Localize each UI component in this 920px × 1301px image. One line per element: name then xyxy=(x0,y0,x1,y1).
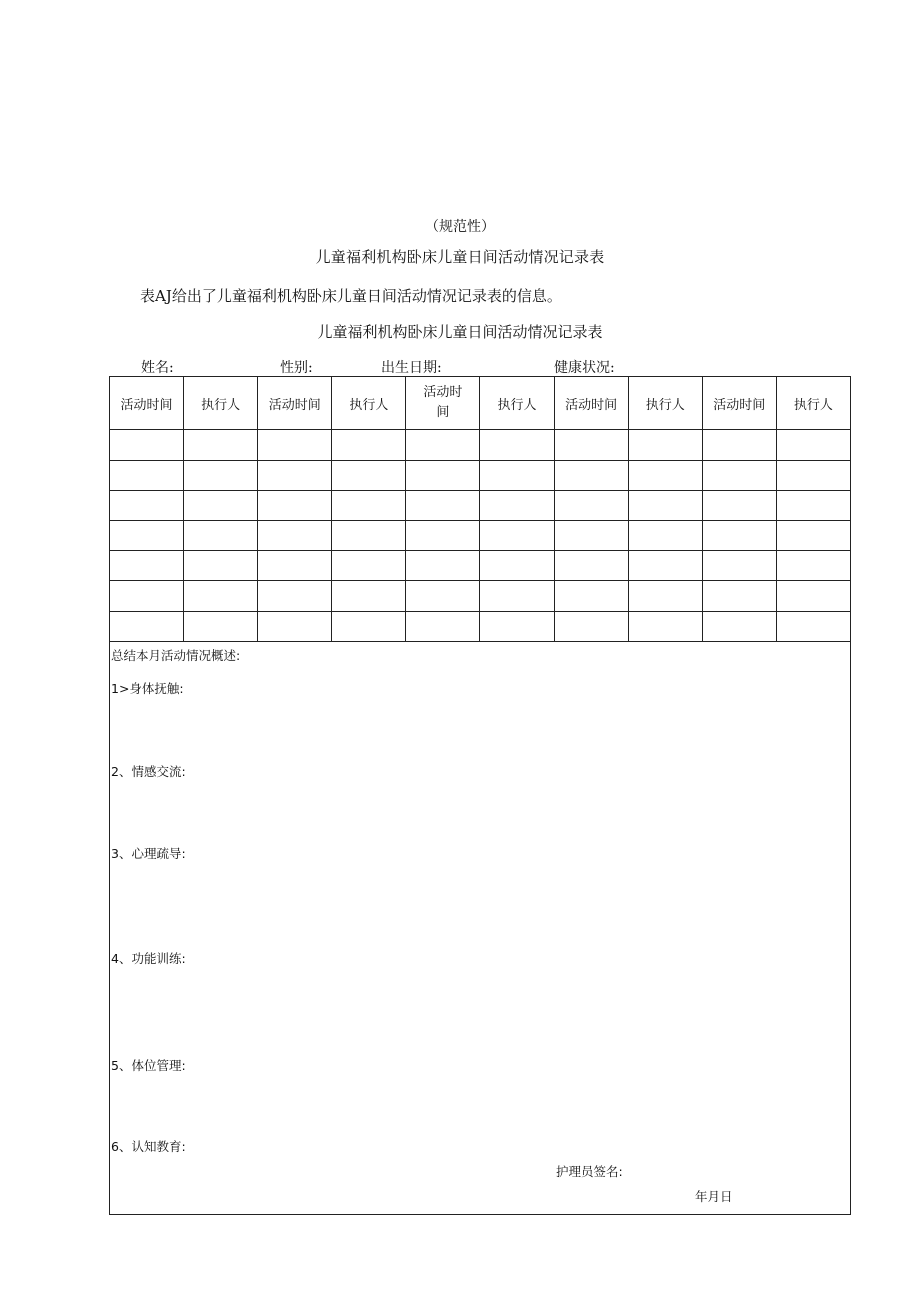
table-cell xyxy=(776,551,850,581)
table-cell xyxy=(332,611,406,641)
table-cell xyxy=(332,551,406,581)
table-cell xyxy=(406,551,480,581)
table-cell xyxy=(776,430,850,460)
monthly-summary-section xyxy=(109,641,851,1215)
table-cell xyxy=(184,490,258,520)
header-cell-activity-time: 活动时间 xyxy=(110,377,184,430)
header-cell-activity-time: 活动时间 xyxy=(702,377,776,430)
table-cell xyxy=(332,581,406,611)
standard-type-label: （规范性） xyxy=(425,219,495,235)
table-row xyxy=(110,490,851,520)
table-cell xyxy=(702,581,776,611)
table-cell xyxy=(110,490,184,520)
table-cell xyxy=(332,490,406,520)
table-cell xyxy=(702,551,776,581)
header-cell-executor: 执行人 xyxy=(628,377,702,430)
table-cell xyxy=(332,430,406,460)
table-cell xyxy=(258,521,332,551)
table-cell xyxy=(406,521,480,551)
name-label: 姓名: xyxy=(141,360,174,376)
summary-item-body-touch: 1>身体抚触: xyxy=(111,681,184,696)
table-title: 儿童福利机构卧床儿童日间活动情况记录表 xyxy=(317,323,603,341)
table-cell xyxy=(628,581,702,611)
table-cell xyxy=(110,521,184,551)
summary-heading: 总结本月活动情况概述: xyxy=(111,648,241,663)
header-cell-activity-time: 活动时间 xyxy=(554,377,628,430)
table-cell xyxy=(258,581,332,611)
table-cell xyxy=(406,611,480,641)
sex-label: 性别: xyxy=(280,360,313,376)
summary-item-cognitive-education: 6、认知教育: xyxy=(111,1139,186,1154)
date-label: 年月日 xyxy=(695,1189,733,1204)
table-cell xyxy=(702,430,776,460)
table-cell xyxy=(554,581,628,611)
table-cell xyxy=(776,611,850,641)
health-status-label: 健康状况: xyxy=(554,360,615,376)
table-cell xyxy=(776,521,850,551)
header-cell-executor: 执行人 xyxy=(480,377,554,430)
table-cell xyxy=(480,430,554,460)
table-cell xyxy=(776,581,850,611)
table-cell xyxy=(110,460,184,490)
caregiver-signature-label: 护理员签名: xyxy=(556,1164,623,1179)
table-cell xyxy=(258,430,332,460)
table-cell xyxy=(258,460,332,490)
table-cell xyxy=(702,490,776,520)
table-cell xyxy=(776,490,850,520)
header-cell-activity-time: 活动时间 xyxy=(406,377,480,430)
table-cell xyxy=(628,611,702,641)
table-cell xyxy=(110,551,184,581)
summary-item-functional-training: 4、功能训练: xyxy=(111,951,186,966)
table-cell xyxy=(184,460,258,490)
table-cell xyxy=(554,490,628,520)
table-cell xyxy=(184,611,258,641)
table-cell xyxy=(554,551,628,581)
table-row xyxy=(110,460,851,490)
table-cell xyxy=(554,430,628,460)
table-cell xyxy=(258,490,332,520)
table-cell xyxy=(628,490,702,520)
table-cell xyxy=(628,551,702,581)
header-cell-activity-time: 活动时间 xyxy=(258,377,332,430)
summary-item-psychological-counseling: 3、心理疏导: xyxy=(111,846,186,861)
table-row xyxy=(110,611,851,641)
table-cell xyxy=(184,581,258,611)
activity-record-table xyxy=(109,376,851,642)
table-row xyxy=(110,551,851,581)
header-cell-executor: 执行人 xyxy=(184,377,258,430)
table-cell xyxy=(628,430,702,460)
table-cell xyxy=(480,521,554,551)
table-cell xyxy=(480,611,554,641)
table-cell xyxy=(184,430,258,460)
table-cell xyxy=(480,581,554,611)
table-cell xyxy=(110,581,184,611)
table-row xyxy=(110,581,851,611)
table-cell xyxy=(406,490,480,520)
table-cell xyxy=(184,521,258,551)
table-cell xyxy=(406,460,480,490)
table-row xyxy=(110,521,851,551)
table-cell xyxy=(110,430,184,460)
table-cell xyxy=(258,551,332,581)
birth-date-label: 出生日期: xyxy=(381,360,442,376)
table-cell xyxy=(258,611,332,641)
table-cell xyxy=(628,521,702,551)
table-cell xyxy=(406,581,480,611)
table-cell xyxy=(480,551,554,581)
table-cell xyxy=(702,611,776,641)
table-cell xyxy=(332,521,406,551)
table-cell xyxy=(554,521,628,551)
intro-paragraph: 表AJ给出了儿童福利机构卧床儿童日间活动情况记录表的信息。 xyxy=(140,287,562,305)
document-title: 儿童福利机构卧床儿童日间活动情况记录表 xyxy=(315,248,605,266)
table-cell xyxy=(332,460,406,490)
table-cell xyxy=(702,521,776,551)
header-cell-executor: 执行人 xyxy=(332,377,406,430)
table-cell xyxy=(110,611,184,641)
table-cell xyxy=(554,611,628,641)
summary-item-emotional-communication: 2、情感交流: xyxy=(111,764,186,779)
table-cell xyxy=(480,460,554,490)
table-cell xyxy=(406,430,480,460)
summary-item-posture-management: 5、体位管理: xyxy=(111,1058,186,1073)
table-cell xyxy=(628,460,702,490)
table-cell xyxy=(776,460,850,490)
table-cell xyxy=(702,460,776,490)
header-cell-executor: 执行人 xyxy=(776,377,850,430)
table-cell xyxy=(184,551,258,581)
table-header-row xyxy=(110,377,851,430)
table-cell xyxy=(554,460,628,490)
table-row xyxy=(110,430,851,460)
table-cell xyxy=(480,490,554,520)
